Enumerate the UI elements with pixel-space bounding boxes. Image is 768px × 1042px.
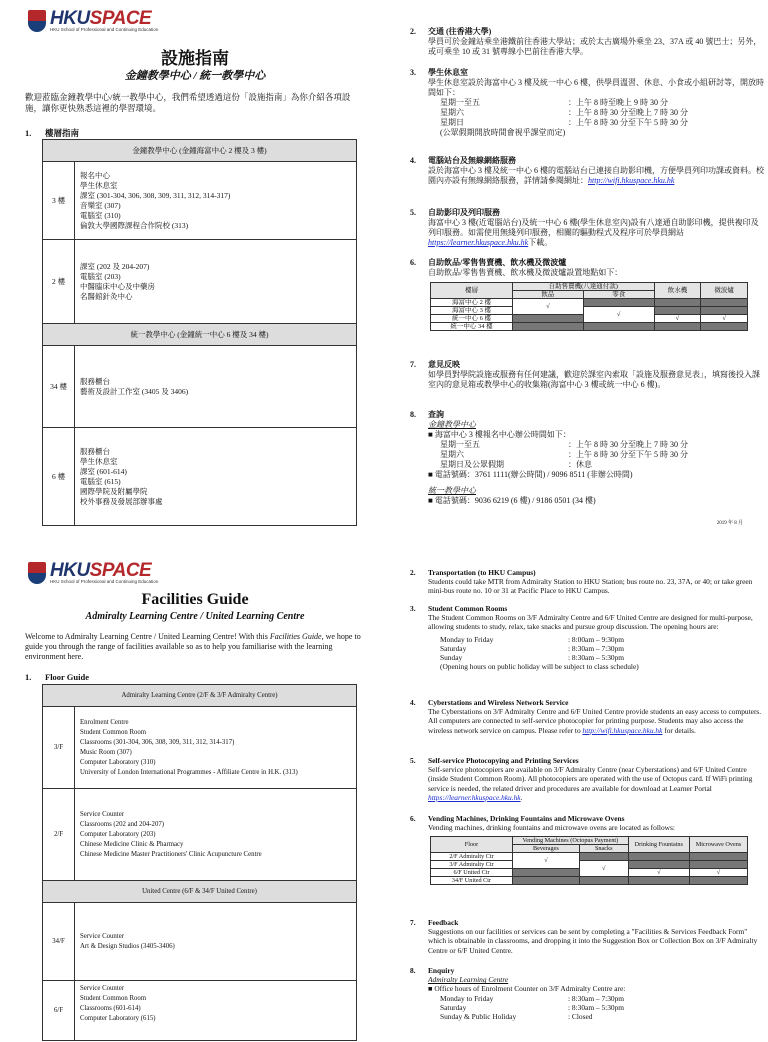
vending-table: Floor Vending Machines (Octopus Payment) Drinking Fountains Microwave Ovens Beverages Snacks 2/F Admiralty Ctr √ 3/F Admiralty Ctr √ 6/F United Ctr √ √ 34/F United Ctr — [430, 836, 748, 885]
page-subtitle: Admiralty Learning Centre / United Learning Centre — [85, 611, 305, 622]
section-floor-guide: 1. 樓層指南 — [25, 128, 80, 138]
hkuspace-logo: HKUSPACE HKU School of Professional and Continuing Education — [28, 10, 228, 34]
table-row: 6/F Service Counter Student Common Room Classrooms (601-614) Computer Laboratory (615) — [43, 981, 357, 1041]
section-transport: 2. 交通 (往香港大學) 學員可於金鐘站乘坐港鐵前往香港大學站；或於太古廣場外乘坐 23、37A 或 40 號巴士；另外，或可乘坐 10 或 31 號專線小巴前往香港大學。 — [410, 27, 762, 56]
section-vending: 6. Vending Machines, Drinking Fountains and Microwave Ovens Vending machines, drinking fountains and microwave ovens are located as follows: Floor Vending Machines (Octopus Payment) Drinking Fountains Microwave Ovens Beverages Snacks 2/F Admiralty Ctr √ 3/F Admiralty Ctr √ 6/F United Ctr √ √ 34/F United Ctr — [410, 814, 765, 885]
table-row: 3/F Admiralty Ctr √ — [431, 861, 748, 869]
section-transport: 2. Transportation (to HKU Campus) Students could take MTR from Admiralty Station to HKU Station; bus route no. 23, 37A, or 40; or take green mini-bus route no. 10 or 31 at Pacific Place to HKU Campus. — [410, 568, 753, 596]
section-common-rooms: 3. Student Common Rooms The Student Common Rooms on 3/F Admiralty Centre and 6/F United Centre are designed for multi-purpose, allowing students to study, relax, take snacks and pursue group discussion. The opening hours are: Monday to Friday : 8:00am – 9:30pm Saturday : 8:30am – 7:30pm Sunday : 8:30am – 5:30pm (Opening hours on public holiday will be subject to class schedule) — [410, 604, 753, 672]
section-cyberstations: 4. Cyberstations and Wireless Network Service The Cyberstations on 3/F Admiralty Centre and 6/F United Centre provide students an easy access to computers. All computers are connected to self-service photocopier for printing purpose. Students may also access the wireless network service on campus. Please refer to http://wifi.hkuspace.hku.hk for details. — [410, 698, 762, 735]
crest-icon — [28, 10, 46, 32]
table-row: 海富中心 3 樓 √ — [431, 307, 748, 315]
table-row: 6 樓 服務櫃台 學生休息室 課室 (601-614) 電腦室 (615) 國際學院及附屬學院 校外事務及發展部辦事處 — [43, 428, 357, 526]
united-header: 統一教學中心 (金鐘統一中心 6 樓及 34 樓) — [43, 324, 357, 346]
learner-portal-link[interactable]: https://learner.hkuspace.hku.hk — [428, 238, 529, 247]
table-row: 3 樓 報名中心 學生休息室 課室 (301-304, 306, 308, 309, 311, 312, 314-317) 音樂室 (307) 電腦室 (310) 倫敦大學國際課程合作院校 (313) — [43, 162, 357, 240]
page-title: 設施指南 — [161, 49, 229, 68]
learner-portal-link[interactable]: https://learner.hkuspace.hku.hk — [428, 792, 521, 802]
bullet-icon: ■ — [428, 496, 433, 505]
table-row: 34 樓 服務櫃台 藝術及設計工作室 (3405 及 3406) — [43, 346, 357, 428]
section-enquiry: 8. Enquiry Admiralty Learning Centre ■ Office hours of Enrolment Counter on 3/F Admiralty Centre are: Monday to Friday : 8:30am – 7:30pm Saturday : 8:30am – 5:30pm Sunday & Public Holiday : Closed — [410, 966, 626, 1022]
table-row: 2 樓 課室 (202 及 204-207) 電腦室 (203) 中醫臨床中心及中藥房 名醫館針灸中心 — [43, 240, 357, 324]
intro-text: Welcome to Admiralty Learning Centre / United Learning Centre! With this Facilities Guide, we hope to guide you through the range of facilities available so as to help you familiarise with the learning environment here. — [25, 632, 361, 661]
admiralty-header: 金鐘教學中心 (金鐘海富中心 2 樓及 3 樓) — [43, 140, 357, 162]
floor-guide-table — [42, 684, 357, 1041]
bullet-icon: ■ — [428, 430, 433, 439]
table-row: 海富中心 2 樓 √ — [431, 299, 748, 307]
table-row: 34/F Service Counter Art & Design Studios (3405-3406) — [43, 903, 357, 981]
crest-icon — [28, 562, 46, 584]
wifi-link[interactable]: http://wifi.hkuspace.hku.hk — [588, 176, 675, 185]
table-row: 3/F Enrolment Centre Student Common Room Classrooms (301-304, 306, 308, 309, 311, 312, 314-317) Music Room (307) Computer Laboratory (310) University of London International Programmes - Affiliate Centre in H.K. (313) — [43, 707, 357, 789]
page-subtitle: 金鐘教學中心 / 統一教學中心 — [124, 70, 266, 82]
issue-date: 2019 年 8 月 — [716, 521, 743, 526]
section-feedback: 7. Feedback Suggestions on our facilities or services can be sent by completing a "Facilities & Services Feedback Form" which is obtainable in classrooms, and dropping it into the Suggestion Box or Collection Box on 3/F Admiralty Centre or 6/F United Centre. — [410, 918, 758, 955]
section-vending: 6. 自助飲品/零售售賣機、飲水機及微波爐 自助飲品/零售售賣機、飲水機及微波爐設置地點如下： 樓層 自助售賣機(八達通付款) 飲水機 微波爐 飲品 零食 海富中心 2 樓 √ 海富中心 3 樓 √ 統一中心 6 樓 √ √ 統一中心 34 樓 — [410, 258, 765, 331]
table-row: 34/F United Ctr — [431, 877, 748, 885]
section-feedback: 7. 意見反映 如學員對學院設施或服務有任何建議，歡迎於課室內索取「設施及服務意見表」，填寫後投入課室內的意見箱或教學中心的收集箱(海富中心 3 樓或統一中心 6 樓)。 — [410, 360, 760, 389]
bullet-icon: ■ — [428, 984, 433, 994]
vending-table: 樓層 自助售賣機(八達通付款) 飲水機 微波爐 飲品 零食 海富中心 2 樓 √ 海富中心 3 樓 √ 統一中心 6 樓 √ √ 統一中心 34 樓 — [430, 282, 748, 331]
table-row: 6/F United Ctr √ √ — [431, 869, 748, 877]
united-header: United Centre (6/F & 34/F United Centre) — [43, 881, 357, 903]
admiralty-header: Admiralty Learning Centre (2/F & 3/F Admiralty Centre) — [43, 685, 357, 707]
section-cyberstations: 4. 電腦站台及無線網絡服務 設於海富中心 3 樓及統一中心 6 樓的電腦站台已連接自助影印機，方便學員列印功課或資料。校園內亦設有無線網絡服務，詳情請參閱網址：http://wifi.hkuspace.hku.hk — [410, 156, 764, 185]
section-printing: 5. Self-service Photocopying and Printing Services Self-service photocopiers are available on 3/F Admiralty Centre (near Cyberstations) and 6/F United Centre (inside Student Common Room). All photocopiers are operated with the use of Octopus card. If WiFi printing service is needed, the related driver and procedures are available for download at Learner Portal https://learner.hkuspace.hku.hk. — [410, 756, 753, 802]
floor-guide-table — [42, 139, 357, 526]
section-printing: 5. 自助影印及列印服務 海富中心 3 樓(近電腦站台)及統一中心 6 樓(學生休息室內)設有八達通自助影印機，提供複印及列印服務。如需使用無綫列印服務，相關的驅動程式及程序可於學員網站https://learner.hkuspace.hku.hk下載。 — [410, 208, 759, 247]
table-row: 2/F Service Counter Classrooms (202 and 204-207) Computer Laboratory (203) Chinese Medicine Clinic & Pharmacy Chinese Medicine Master Practitioners' Clinic Acupuncture Centre — [43, 789, 357, 881]
table-row: 2/F Admiralty Ctr √ — [431, 853, 748, 861]
table-row: 統一中心 6 樓 √ √ — [431, 315, 748, 323]
section-floor-guide: 1. Floor Guide — [25, 672, 89, 682]
wifi-link[interactable]: http://wifi.hkuspace.hku.hk — [582, 725, 663, 735]
section-enquiry: 8. 查詢 金鐘教學中心 ■ 海富中心 3 樓報名中心辦公時間如下： 星期一至五 ：上午 8 時 30 分至晚上 7 時 30 分 星期六 ：上午 8 時 30 分至下午 5 時 30 分 星期日及公眾假期 ：休息 ■ 電話號碼：3761 1111(辦公時間) / 9096 8511 (非辦公時間) 統一教學中心 ■ 電話號碼：9036 6219 (6 樓) / 9186 0501 (34 樓) — [410, 410, 688, 505]
hkuspace-logo: HKUSPACE HKU School of Professional and Continuing Education — [28, 562, 228, 586]
section-common-rooms: 3. 學生休息室 學生休息室設於海富中心 3 樓及統一中心 6 樓，供學員溫習、休息、小食或小組研討等，開放時間如下： 星期一至五 ：上午 8 時至晚上 9 時 30 分 星期六 ：上午 8 時 30 分至晚上 7 時 30 分 星期日 ：上午 8 時 30 分至下午 5 時 30 分 (公眾假期開放時間會視乎課堂而定) — [410, 68, 764, 137]
bullet-icon: ■ — [428, 470, 433, 479]
page-title: Facilities Guide — [141, 591, 249, 608]
table-row: 統一中心 34 樓 — [431, 323, 748, 331]
intro-text: 歡迎蒞臨金鐘教學中心/統一教學中心，我們希望透過這份「設施指南」為你介紹各項設施，讓你更快熟悉這裡的學習環境。 — [25, 92, 351, 113]
english-guide-page — [0, 530, 768, 1042]
